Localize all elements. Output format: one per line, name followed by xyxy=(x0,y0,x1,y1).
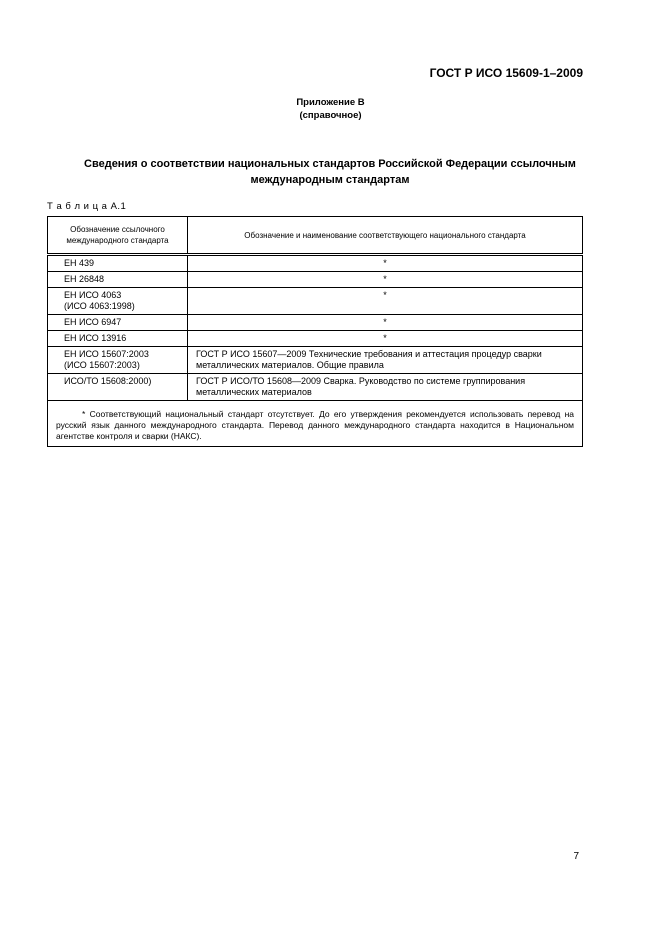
intl-standard-cell: ЕН 26848 xyxy=(48,272,188,288)
intl-standard-cell: ИСО/ТО 15608:2000) xyxy=(48,374,188,401)
document-title xyxy=(40,156,620,188)
national-standard-cell: * xyxy=(188,288,583,315)
intl-standard-cell: ЕН 439 xyxy=(48,256,188,272)
table-row xyxy=(48,331,583,347)
intl-standard-line-2: (ИСО 15607:2003) xyxy=(64,360,140,370)
intl-standard-cell xyxy=(48,347,188,374)
national-standard-cell: * xyxy=(188,315,583,331)
footnote-row xyxy=(48,401,583,447)
annex-subtitle: (справочное) xyxy=(299,110,362,121)
national-standard-cell: * xyxy=(188,331,583,347)
intl-standard-cell xyxy=(48,288,188,315)
table-row xyxy=(48,374,583,401)
table-row xyxy=(48,272,583,288)
intl-standard-cell: ЕН ИСО 6947 xyxy=(48,315,188,331)
footnote-cell xyxy=(48,401,583,447)
header-intl-standard: Обозначение ссылочного международного стандарта xyxy=(48,217,188,254)
page-number: 7 xyxy=(573,851,579,862)
table-row xyxy=(48,315,583,331)
document-title-line-1: Сведения о соответствии национальных стандартов Российской Федерации ссылочным xyxy=(84,158,576,170)
table-label: Т а б л и ц а А.1 xyxy=(47,201,127,212)
intl-standard-line-1: ЕН ИСО 4063 xyxy=(64,290,122,300)
intl-standard-cell: ЕН ИСО 13916 xyxy=(48,331,188,347)
intl-standard-line-1: ЕН ИСО 15607:2003 xyxy=(64,349,149,359)
intl-standard-line-2: (ИСО 4063:1998) xyxy=(64,301,135,311)
national-standard-cell: * xyxy=(188,272,583,288)
table-row xyxy=(48,347,583,374)
document-title-line-2: международным стандартам xyxy=(250,174,410,186)
annex-heading xyxy=(0,96,661,122)
table-header-row xyxy=(48,217,583,254)
header-national-standard: Обозначение и наименование соответствующего национального стандарта xyxy=(188,217,583,254)
standard-code-header: ГОСТ Р ИСО 15609-1–2009 xyxy=(429,66,583,80)
national-standard-cell: * xyxy=(188,256,583,272)
table-row xyxy=(48,256,583,272)
footnote-text: * Соответствующий национальный стандарт отсутствует. До его утверждения рекомендуется использовать перевод на русский язык данного международного стандарта. Перевод данного международного стандарта находится в Национальном агентстве контроля и сварки (НАКС). xyxy=(56,409,574,441)
national-standard-cell: ГОСТ Р ИСО 15607—2009 Технические требования и аттестация процедур сварки металлических материалов. Общие правила xyxy=(188,347,583,374)
national-standard-cell: ГОСТ Р ИСО/ТО 15608—2009 Сварка. Руководство по системе группирования металлических материалов xyxy=(188,374,583,401)
annex-title: Приложение В xyxy=(296,97,365,108)
table-row xyxy=(48,288,583,315)
correspondence-table xyxy=(47,216,583,447)
